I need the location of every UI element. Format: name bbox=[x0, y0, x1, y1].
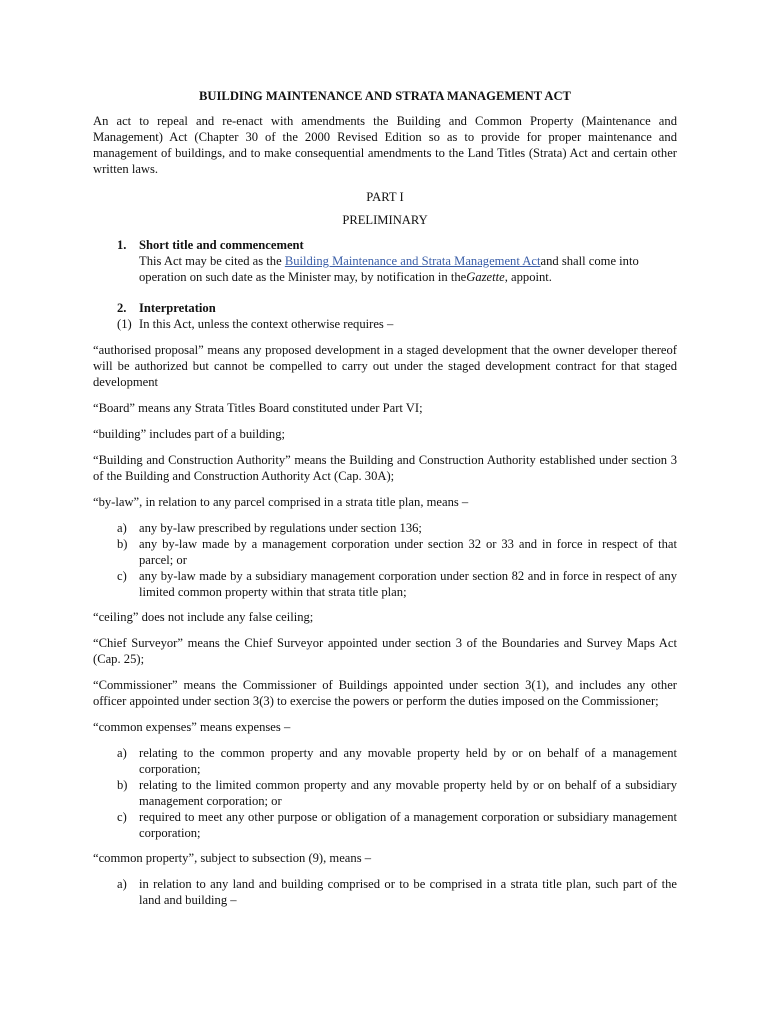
definition-bca: “Building and Construction Authority” means the Building and Construction Authority established under section 3 of the Building and Construction Authority Act (Cap. 30A); bbox=[93, 453, 677, 483]
part-number: PART I bbox=[366, 190, 404, 204]
section-2 bbox=[93, 300, 677, 316]
list-item: c) any by-law made by a subsidiary management corporation under section 82 and in force in respect of any limited common property within that strata title plan; bbox=[117, 569, 677, 599]
list-item: b) relating to the limited common property and any movable property held by or on behalf of a subsidiary management corporation; or bbox=[117, 778, 677, 808]
section-1 bbox=[93, 237, 677, 285]
act-link[interactable]: Building Maintenance and Strata Management Act bbox=[284, 254, 541, 268]
list-item: b) any by-law made by a management corporation under section 32 or 33 and in force in respect of that parcel; or bbox=[117, 537, 677, 567]
common-expenses-list bbox=[93, 745, 677, 841]
document-content bbox=[93, 88, 677, 917]
part-title: PRELIMINARY bbox=[342, 213, 428, 227]
bylaw-list bbox=[93, 520, 677, 600]
common-property-list bbox=[93, 876, 677, 908]
definition-ceiling: “ceiling” does not include any false ceiling; bbox=[93, 610, 314, 624]
definition-chief-surveyor: “Chief Surveyor” means the Chief Surveyor appointed under section 3 of the Boundaries and Survey Maps Act (Cap. 25); bbox=[93, 636, 677, 666]
list-item: c) required to meet any other purpose or obligation of a management corporation or subsidiary management corporation; bbox=[117, 810, 677, 840]
definition-authorised-proposal: “authorised proposal” means any proposed development in a staged development that the owner developer thereof will be authorized but cannot be compelled to carry out under the staged development contract for that staged development bbox=[93, 343, 677, 389]
section-2-subsection-1: (1) In this Act, unless the context otherwise requires – bbox=[117, 317, 394, 331]
section-1-heading: Short title and commencement bbox=[139, 238, 304, 252]
section-1-text: This Act may be cited as the Building Maintenance and Strata Management Actand shall come into operation on such date as the Minister may, by notification in theGazette, appoint. bbox=[139, 254, 639, 284]
preamble: An act to repeal and re-enact with amendments the Building and Common Property (Maintenance and Management) Act (Chapter 30 of the 2000 Revised Edition so as to provide for proper maintenance and management of buildings, and to make consequential amendments to the Land Titles (Strata) Act and certain other written laws. bbox=[93, 114, 677, 176]
definition-building: “building” includes part of a building; bbox=[93, 427, 286, 441]
list-item: a) any by-law prescribed by regulations under section 136; bbox=[117, 521, 422, 535]
document-title: BUILDING MAINTENANCE AND STRATA MANAGEMENT ACT bbox=[199, 89, 571, 103]
section-1-number: 1. bbox=[117, 238, 127, 252]
definition-common-property: “common property”, subject to subsection (9), means – bbox=[93, 851, 372, 865]
section-2-heading: Interpretation bbox=[139, 301, 216, 315]
list-item: a) relating to the common property and any movable property held by or on behalf of a management corporation; bbox=[117, 746, 677, 776]
definition-commissioner: “Commissioner” means the Commissioner of Buildings appointed under section 3(1), and includes any other officer appointed under section 3(3) to exercise the powers or perform the duties imposed on the Commissioner; bbox=[93, 678, 677, 708]
definition-bylaw: “by-law”, in relation to any parcel comprised in a strata title plan, means – bbox=[93, 495, 469, 509]
list-item: a) in relation to any land and building comprised or to be comprised in a strata title plan, such part of the land and building – bbox=[117, 877, 677, 907]
definition-board: “Board” means any Strata Titles Board constituted under Part VI; bbox=[93, 401, 423, 415]
section-2-number: 2. bbox=[117, 301, 127, 315]
gazette-italic: Gazette bbox=[466, 270, 505, 284]
definition-common-expenses: “common expenses” means expenses – bbox=[93, 720, 291, 734]
